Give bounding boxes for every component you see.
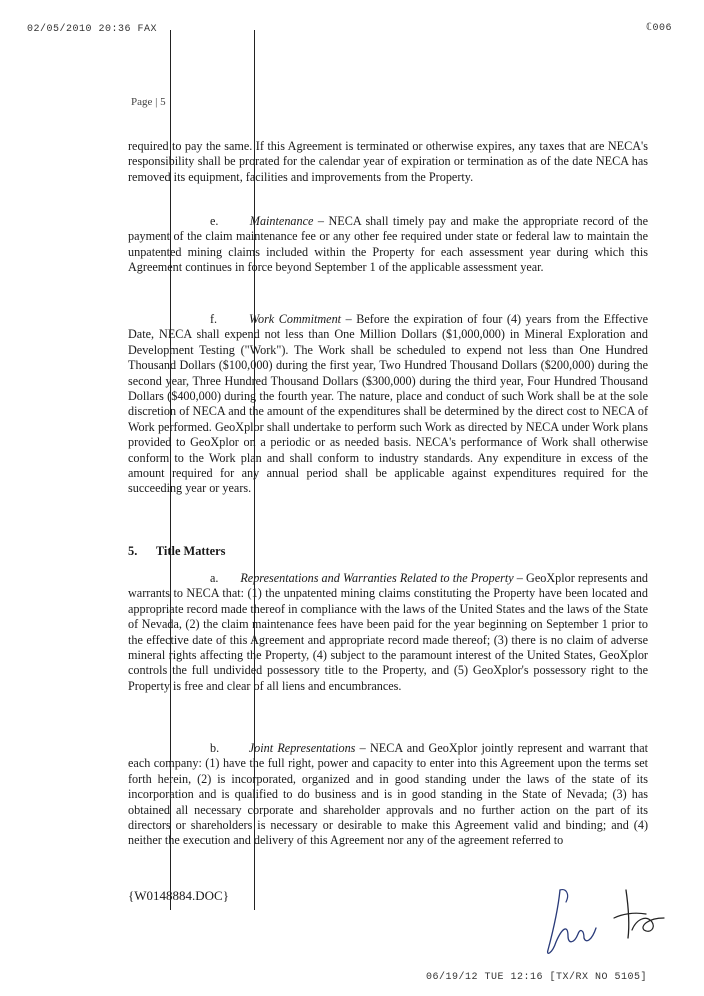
paragraph-work-commitment <box>128 312 648 497</box>
rep-text: – GeoXplor represents and warrants to NECA that: (1) the unpatented mining claims constituting the Property have been located and appropriate record made thereof in compliance with the laws of the United States and the laws of the State of Nevada, (2) the claim maintenance fees have been paid for the year beginning on September 1 prior to the effective date of this Agreement and appropriate record made thereof; (3) there is no claim of adverse mineral rights affecting the Property, (4) subject to the paramount interest of the United States, GeoXplor controls the full undivided possessory title to the Property, and (5) GeoXplor's possessory right to the Property is free and clear of all liens and encumbrances. <box>128 571 649 693</box>
section-5-title: Title Matters <box>155 544 226 558</box>
fax-header-page-number: ℂ006 <box>646 23 673 34</box>
initials-signature-2 <box>606 884 676 944</box>
joint-text: – NECA and GeoXplor jointly represent and warrant that each company: (1) have the full right, power and capacity to enter into this Agreement upon the terms set forth herein, (2) is incorporated, organized and in good standing under the laws of the state of its incorporation and is qualified to do business and is in good standing in the State of Nevada; (3) has obtained all necessary corporate and shareholder approvals and no further action on the part of its directors or shareholders is necessary or desirable to make this Agreement valid and binding; and (4) neither the execution and delivery of this Agreement nor any of the agreement referred to <box>128 741 649 848</box>
paragraph-taxes <box>128 139 648 185</box>
maintenance-marker: e. <box>210 214 219 228</box>
fax-footer: 06/19/12 TUE 12:16 [TX/RX NO 5105] <box>426 972 648 983</box>
taxes-text: required to pay the same. If this Agreement is terminated or otherwise expires, any taxes that are NECA's responsibility shall be prorated for the calendar year of expiration or termination as of the date NECA has removed its equipment, facilities and improvements from the Property. <box>128 139 648 184</box>
joint-title: Joint Representations <box>248 741 356 755</box>
fax-header-left: 02/05/2010 20:36 FAX <box>27 24 158 35</box>
maintenance-text: – NECA shall timely pay and make the appropriate record of the payment of the claim maintenance fee or any other fee required under state or federal law to maintain the unpatented mining claims included within the Property for each assessment year during which this Agreement continues in force beyond September 1 of the applicable assessment year. <box>128 214 649 275</box>
section-5-heading <box>128 544 648 559</box>
work-text: – Before the expiration of four (4) years from the Effective Date, NECA shall expend not less than One Million Dollars ($1,000,000) in Mineral Exploration and Development Testing ("Work"). The Work shall be scheduled to expend not less than One Hundred Thousand Dollars ($100,000) during the first year, Two Hundred Thousand Dollars ($200,000) during the second year, Three Hundred Thousand Dollars ($300,000) during the third year, Four Hundred Thousand Dollars ($400,000) during the fourth year. The nature, place and conduct of such Work shall be at the sole discretion of NECA and the amount of the expenditures shall be determined by the direct cost to NECA of Work performed. GeoXplor shall undertake to perform such Work as directed by NECA under Work plans provided to GeoXplor on a periodic or as needed basis. NECA's performance of Work shall otherwise conform to the Work plan and shall conform to industry standards. Any expenditure in excess of the amount required for any annual period shall be applicable against expenditures required for the succeeding year or years. <box>128 312 649 496</box>
joint-marker: b. <box>210 741 220 755</box>
work-marker: f. <box>210 312 218 326</box>
paragraph-maintenance <box>128 214 648 276</box>
maintenance-title: Maintenance <box>249 214 314 228</box>
section-5-number: 5. <box>128 544 138 558</box>
rep-marker: a. <box>210 571 219 585</box>
document-id: {W0148884.DOC} <box>128 888 229 903</box>
work-title: Work Commitment <box>248 312 342 326</box>
page-label: Page | 5 <box>131 96 166 108</box>
rep-title: Representations and Warranties Related to the Property <box>240 571 514 585</box>
initials-signature-1 <box>540 880 600 960</box>
paragraph-joint-representations <box>128 741 648 849</box>
paragraph-representations <box>128 571 648 694</box>
